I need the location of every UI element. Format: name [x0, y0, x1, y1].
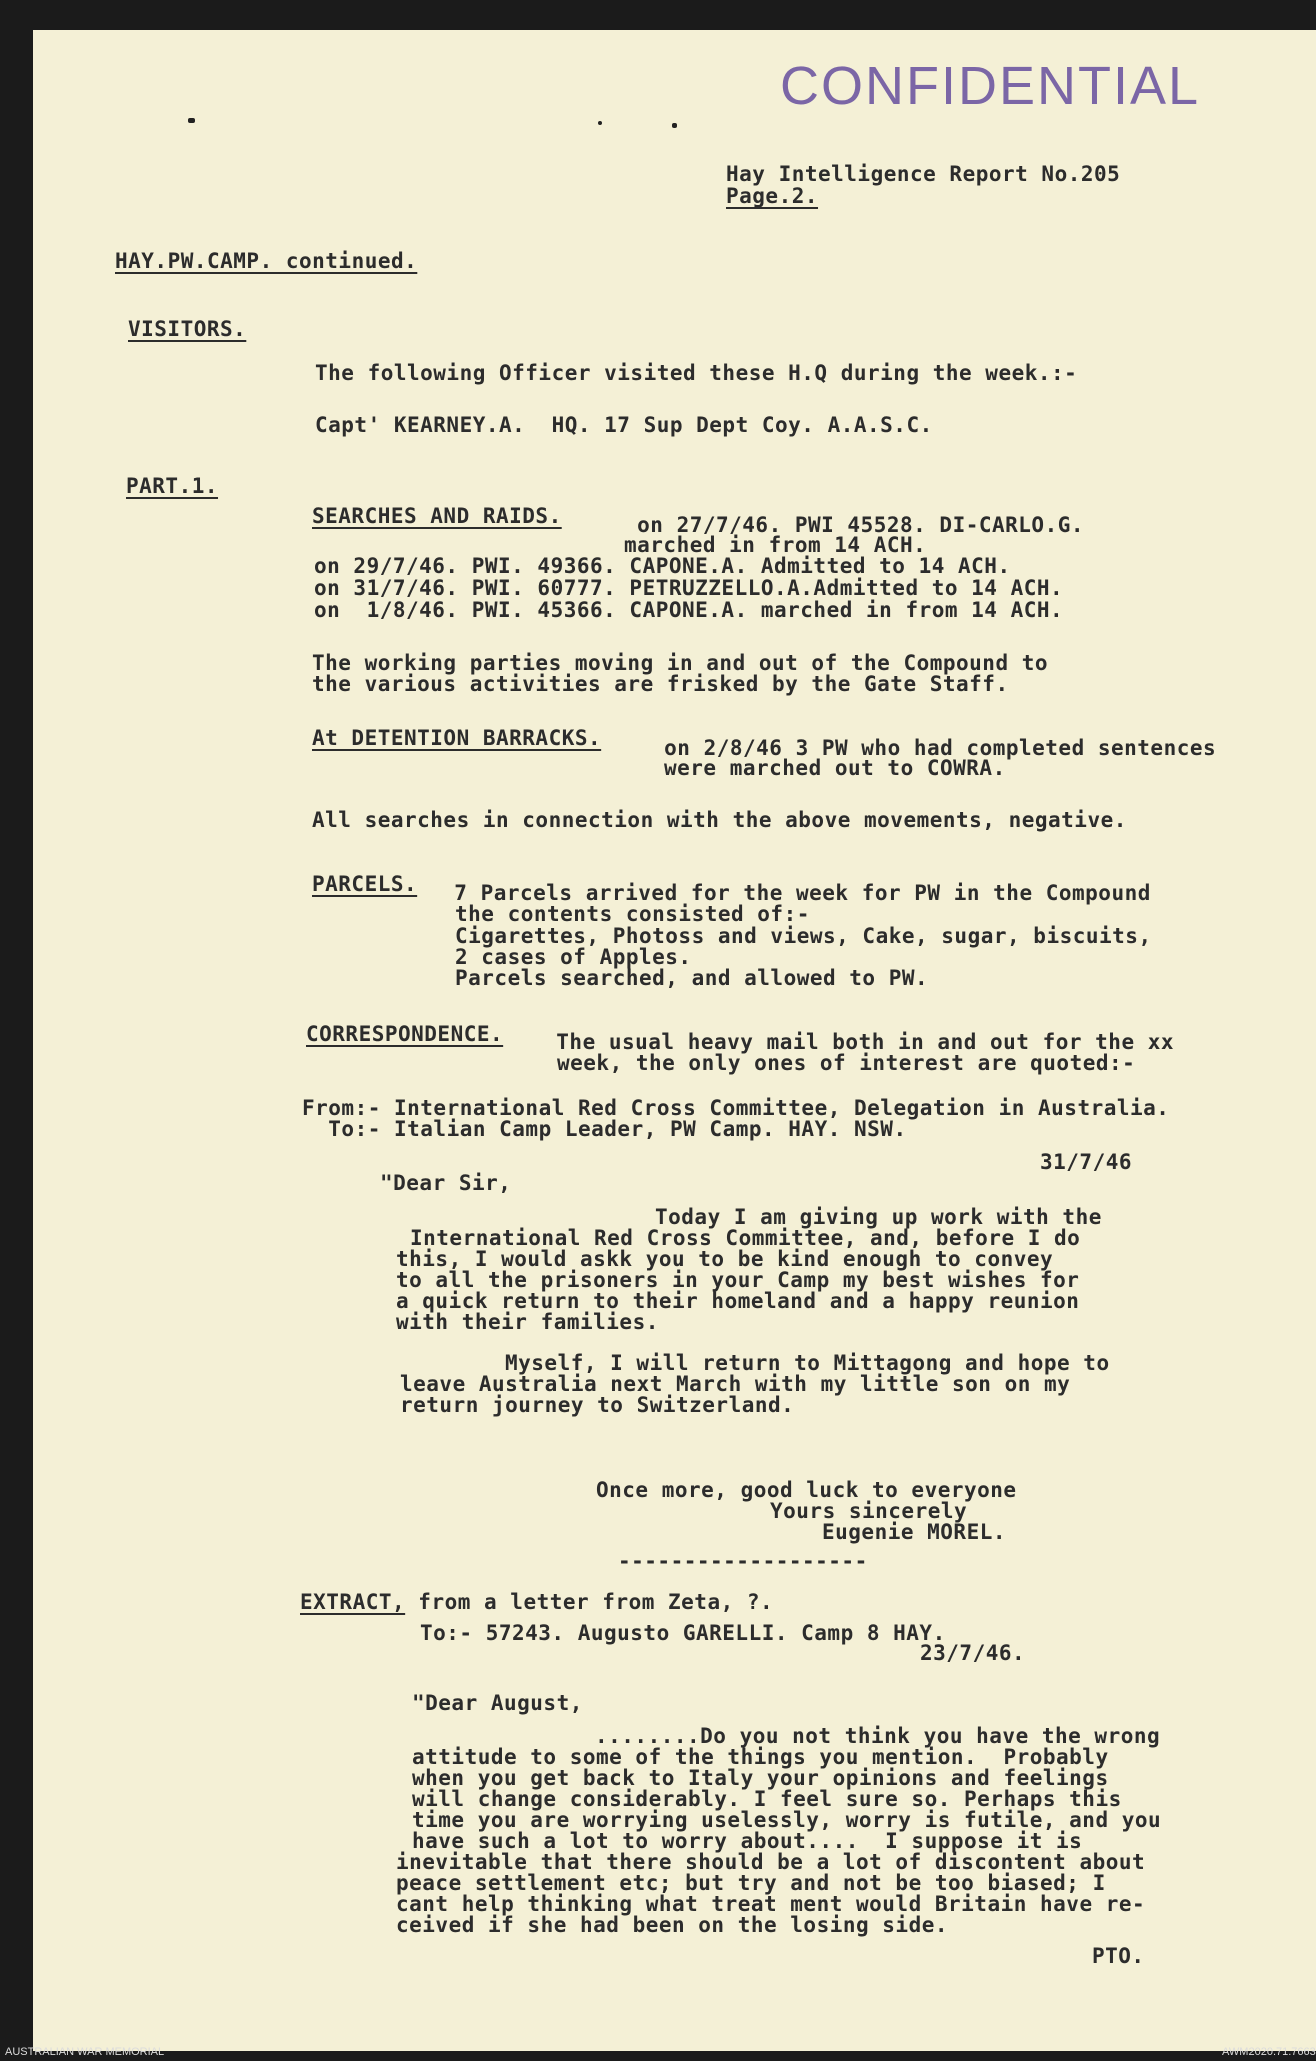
letter-from: From:- International Red Cross Committee, Delegation in Australia. — [302, 1096, 1170, 1120]
searches-line: on 31/7/46. PWI. 60777. PETRUZZELLO.A.Admitted to 14 ACH. — [314, 576, 1064, 600]
visitors-officer: Capt' KEARNEY.A. HQ. 17 Sup Dept Coy. A.A.S.C. — [315, 413, 933, 437]
searches-line: on 29/7/46. PWI. 49366. CAPONE.A. Admitted to 14 ACH. — [314, 554, 1011, 578]
extract-to: To:- 57243. Augusto GARELLI. Camp 8 HAY. — [420, 1621, 946, 1645]
correspondence-line: week, the only ones of interest are quoted:- — [557, 1051, 1136, 1075]
parcels-line: 7 Parcels arrived for the week for PW in the Compound — [428, 881, 1151, 905]
correspondence-line: The usual heavy mail both in and out for the xx — [530, 1030, 1175, 1054]
letter-body: this, I would askk you to be kind enough to convey — [396, 1247, 1054, 1271]
extract-body: peace settlement etc; but try and not be too biased; I — [396, 1871, 1106, 1895]
searches-line: on 27/7/46. PWI 45528. DI-CARLO.G. — [624, 513, 1085, 537]
confidential-stamp: CONFIDENTIAL — [780, 56, 1201, 116]
extract-body: will change considerably. I feel sure so. Perhaps this — [412, 1787, 1122, 1811]
correspondence-heading: CORRESPONDENCE. — [306, 1022, 504, 1046]
letter-body: return journey to Switzerland. — [400, 1393, 795, 1417]
detention-line: were marched out to COWRA. — [664, 756, 1006, 780]
detention-summary: All searches in connection with the above movements, negative. — [312, 808, 1127, 832]
extract-body: time you are worrying uselessly, worry is futile, and you — [412, 1808, 1162, 1832]
parcels-line: 2 cases of Apples. — [455, 945, 692, 969]
extract-date: 23/7/46. — [920, 1641, 1026, 1665]
letter-closing: Yours sincerely — [770, 1499, 968, 1523]
letter-closing: Once more, good luck to everyone — [596, 1478, 1017, 1502]
extract-body: inevitable that there should be a lot of discontent about — [396, 1850, 1146, 1874]
divider-rule: ------------------- — [618, 1549, 868, 1573]
footer-catalogue-id: AWM2020.71.7663 — [1222, 2046, 1316, 2058]
detention-line: on 2/8/46 3 PW who had completed sentences — [651, 736, 1217, 760]
footer-archive-name: AUSTRALIAN WAR MEMORIAL — [5, 2046, 165, 2058]
extract-body: attitude to some of the things you mention. Probably — [412, 1745, 1109, 1769]
letter-salutation: "Dear Sir, — [380, 1171, 512, 1195]
extract-body: have such a lot to worry about.... I suppose it is — [412, 1829, 1083, 1853]
extract-salutation: "Dear August, — [412, 1691, 583, 1715]
letter-body: Myself, I will return to Mittagong and hope to — [505, 1351, 1110, 1375]
extract-body: cant help thinking what treat ment would Britain have re- — [396, 1892, 1146, 1916]
extract-heading: EXTRACT, — [300, 1590, 406, 1614]
letter-body: leave Australia next March with my little son on my — [400, 1372, 1071, 1396]
ink-speck — [598, 121, 602, 125]
ink-speck — [672, 123, 677, 128]
extract-heading-rest: from a letter from Zeta, ?. — [405, 1590, 774, 1614]
searches-line: marched in from 14 ACH. — [624, 533, 927, 557]
letter-signature: Eugenie MOREL. — [822, 1520, 1007, 1544]
pto-marker: PTO. — [1092, 1944, 1145, 1968]
searches-line: on 1/8/46. PWI. 45366. CAPONE.A. marched in from 14 ACH. — [314, 598, 1064, 622]
letter-body: a quick return to their homeland and a happy reunion — [396, 1289, 1080, 1313]
parcels-line: Cigarettes, Photoss and views, Cake, sugar, biscuits, — [455, 924, 1152, 948]
report-number: Hay Intelligence Report No.205 — [726, 162, 1121, 186]
parcels-heading: PARCELS. — [312, 872, 418, 896]
parcels-line: the contents consisted of:- — [455, 902, 810, 926]
letter-body: with their families. — [396, 1310, 659, 1334]
visitors-text: The following Officer visited these H.Q during the week.:- — [315, 361, 1078, 385]
extract-heading-line — [300, 1591, 773, 1613]
searches-paragraph: the various activities are frisked by the Gate Staff. — [312, 672, 1009, 696]
letter-body: to all the prisoners in your Camp my best wishes for — [396, 1268, 1080, 1292]
searches-heading: SEARCHES AND RAIDS. — [312, 504, 562, 528]
searches-paragraph: The working parties moving in and out of the Compound to — [312, 651, 1049, 675]
page-number: Page.2. — [726, 184, 819, 208]
extract-body: ceived if she had been on the losing side. — [396, 1913, 949, 1937]
parcels-line: Parcels searched, and allowed to PW. — [455, 966, 929, 990]
letter-to: To:- Italian Camp Leader, PW Camp. HAY. NSW. — [302, 1117, 907, 1141]
detention-heading: At DETENTION BARRACKS. — [312, 726, 602, 750]
letter-body: International Red Cross Committee, and, before I do — [410, 1226, 1081, 1250]
extract-body: when you get back to Italy your opinions and feelings — [412, 1766, 1109, 1790]
letter-date: 31/7/46 — [1040, 1150, 1133, 1174]
part-heading: PART.1. — [126, 474, 219, 498]
letter-body: Today I am giving up work with the — [655, 1205, 1102, 1229]
section-title: HAY.PW.CAMP. continued. — [115, 249, 418, 273]
ink-speck — [188, 118, 195, 123]
visitors-heading: VISITORS. — [128, 317, 247, 341]
extract-body: ........Do you not think you have the wrong — [595, 1724, 1161, 1748]
